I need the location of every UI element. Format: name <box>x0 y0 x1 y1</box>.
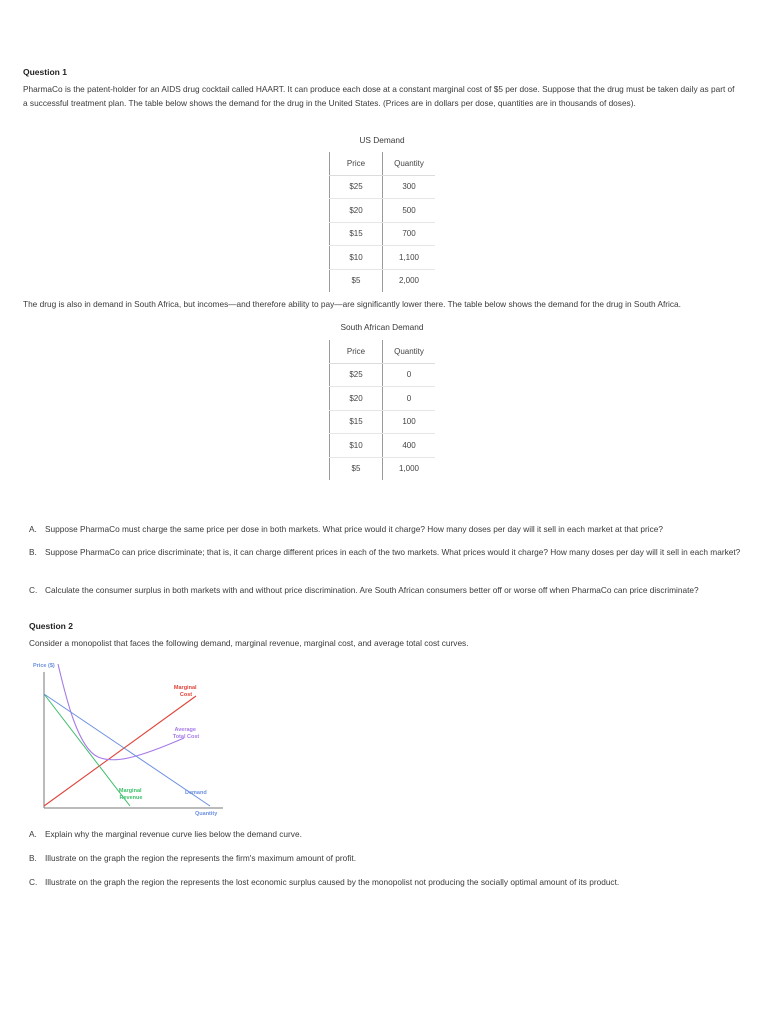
south-africa-intro: The drug is also in demand in South Africa, but incomes—and therefore ability to pay—are significantly lower there. The table below shows the demand for the drug in South Africa. <box>23 299 681 309</box>
table-row <box>330 246 436 270</box>
table-cell-price: $20 <box>330 199 383 223</box>
table-header-price: Price <box>330 340 383 363</box>
q1-part-b <box>29 546 754 560</box>
q2-part-b-label: B. <box>29 853 37 863</box>
q2-part-c-label: C. <box>29 877 38 887</box>
table-header-row <box>330 340 436 363</box>
table-cell-price: $5 <box>330 457 383 480</box>
q2-part-b <box>29 852 754 866</box>
q1-part-a-text: Suppose PharmaCo must charge the same price per dose in both markets. What price would it charge? How many doses per day will it sell in each market at that price? <box>45 524 663 534</box>
marginal-revenue-label-line1: Marginal <box>118 788 142 794</box>
table-cell-quantity: 1,000 <box>398 464 420 473</box>
table-cell-quantity: 1,100 <box>383 246 436 270</box>
question1-intro: PharmaCo is the patent-holder for an AIDS drug cocktail called HAART. It can produce each dose at a constant marginal cost of $5 per dose. Suppose that the drug must be taken daily as part of a successful treatment plan. The table below shows the demand for the drug in the United States. (Prices are in dollars per dose, quantities are in thousands of doses). <box>23 84 735 108</box>
table-cell-price: $25 <box>330 175 383 199</box>
table-cell-quantity: 500 <box>383 199 436 223</box>
q2-part-a-text: Explain why the marginal revenue curve lies below the demand curve. <box>45 829 302 839</box>
table-header-quantity: Quantity <box>383 152 436 175</box>
table-cell-quantity: 0 <box>383 387 436 411</box>
table-cell-quantity: 400 <box>383 434 436 458</box>
table-row <box>330 175 436 199</box>
table-row <box>330 222 436 246</box>
atc-label <box>173 727 200 740</box>
q2-part-c <box>29 876 754 890</box>
table-cell-price: $25 <box>330 363 383 387</box>
table-row <box>330 434 436 458</box>
table-row <box>330 457 436 480</box>
table-row <box>330 199 436 223</box>
table-cell-quantity: 700 <box>383 222 436 246</box>
q1-part-b-text: Suppose PharmaCo can price discriminate; that is, it can charge different prices in each of the two markets. What prices would it charge? How many doses per day will it sell in each market? <box>45 547 741 557</box>
us-demand-table <box>329 152 435 292</box>
table-cell-price: $15 <box>330 410 383 434</box>
q1-part-b-label: B. <box>29 547 37 557</box>
table-row <box>330 269 436 292</box>
table-row <box>330 410 436 434</box>
q2-part-c-text: Illustrate on the graph the region the represents the lost economic surplus caused by the monopolist not producing the socially optimal amount of its product. <box>45 877 620 887</box>
table-header-quantity: Quantity <box>383 340 436 363</box>
q2-part-a-label: A. <box>29 829 37 839</box>
q2-part-a <box>29 828 754 842</box>
x-axis-label: Quantity <box>195 811 218 817</box>
y-axis-label: Price ($) <box>33 663 55 669</box>
marginal-cost-label-line1: Marginal <box>173 685 197 691</box>
marginal-cost-label <box>174 685 198 698</box>
q1-part-c <box>29 584 729 598</box>
us-table-caption: US Demand <box>359 135 405 145</box>
atc-label-line2: Total Cost <box>172 734 200 740</box>
sa-table-caption: South African Demand <box>340 322 424 332</box>
table-row <box>330 387 436 411</box>
question2-title: Question 2 <box>29 621 73 631</box>
q1-part-a <box>29 523 754 537</box>
marginal-revenue-label-line2: Revenue <box>119 795 143 801</box>
marginal-cost-label-line2: Cost <box>179 692 193 698</box>
table-cell-price: $5 <box>330 269 383 292</box>
table-cell-price: $15 <box>330 222 383 246</box>
table-header-row <box>330 152 436 175</box>
q1-part-c-label: C. <box>29 585 38 595</box>
table-cell-quantity: 2,000 <box>398 276 420 285</box>
atc-label-line1: Average <box>174 727 196 733</box>
monopoly-graph <box>28 658 238 823</box>
sa-demand-table <box>329 340 435 480</box>
table-cell-price: $20 <box>330 387 383 411</box>
q1-part-a-label: A. <box>29 524 37 534</box>
marginal-revenue-label <box>119 788 143 801</box>
table-cell-quantity: 300 <box>383 175 436 199</box>
table-cell-price: $10 <box>330 246 383 270</box>
q1-part-c-text: Calculate the consumer surplus in both markets with and without price discrimination. Are South African consumers better off or worse off when PharmaCo can price discriminate? <box>45 585 699 595</box>
table-cell-quantity: 0 <box>383 363 436 387</box>
table-header-price: Price <box>330 152 383 175</box>
demand-label: Demand <box>185 790 207 796</box>
q2-part-b-text: Illustrate on the graph the region the represents the firm's maximum amount of profit. <box>45 853 357 863</box>
question2-intro: Consider a monopolist that faces the following demand, marginal revenue, marginal cost, and average total cost curves. <box>29 638 469 648</box>
marginal-revenue-curve <box>44 694 130 806</box>
table-cell-price: $10 <box>330 434 383 458</box>
table-cell-quantity: 100 <box>383 410 436 434</box>
table-row <box>330 363 436 387</box>
question1-title: Question 1 <box>23 67 67 77</box>
